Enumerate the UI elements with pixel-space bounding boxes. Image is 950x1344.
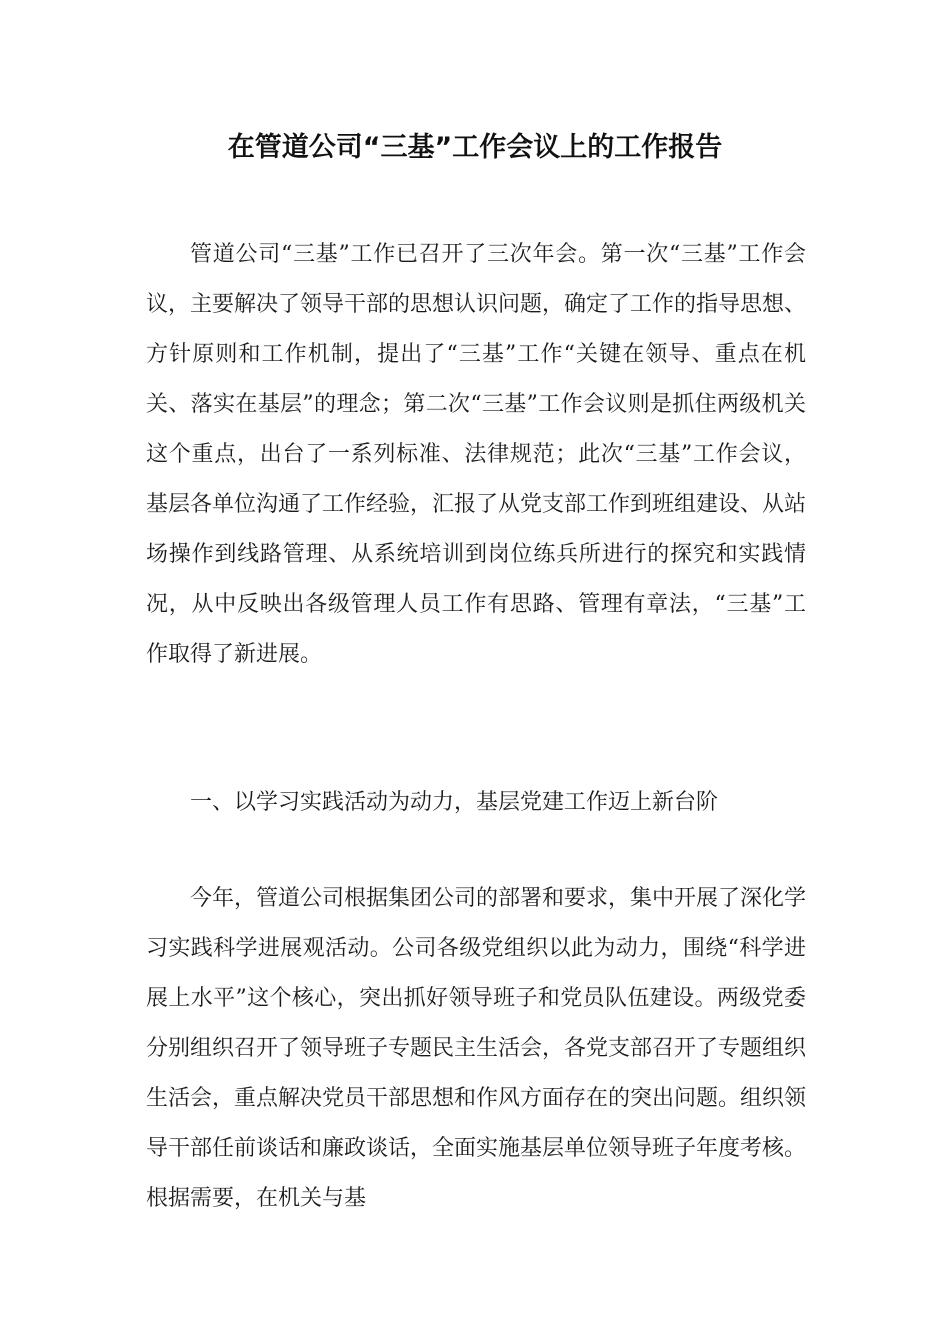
intro-paragraph: 管道公司“三基”工作已召开了三次年会。第一次“三基”工作会议，主要解决了领导干部的思想认识问题，确定了工作的指导思想、方针原则和工作机制，提出了“三基”工作“关键在领导、重点在机关、落实在基层”的理念；第二次“三基”工作会议则是抓住两级机关这个重点，出台了一系列标准、法律规范；此次“三基”工作会议，基层各单位沟通了工作经验，汇报了从党支部工作到班组建设、从站场操作到线路管理、从系统培训到岗位练兵所进行的探究和实践情况，从中反映出各级管理人员工作有思路、管理有章法，“三基”工作取得了新进展。 — [146, 242, 807, 667]
section-heading: 一、以学习实践活动为动力，基层党建工作迈上新台阶 — [190, 790, 719, 815]
document-title: 在管道公司“三基”工作会议上的工作报告 — [227, 132, 723, 163]
section-paragraph: 今年，管道公司根据集团公司的部署和要求，集中开展了深化学习实践科学进展观活动。公司各级党组织以此为动力，围绕“科学进展上水平”这个核心，突出抓好领导班子和党员队伍建设。两级党委分别组织召开了领导班子专题民主生活会，各党支部召开了专题组织生活会，重点解决党员干部思想和作风方面存在的突出问题。组织领导干部任前谈话和廉政谈话，全面实施基层单位领导班子年度考核。根据需要，在机关与基 — [146, 886, 807, 1211]
